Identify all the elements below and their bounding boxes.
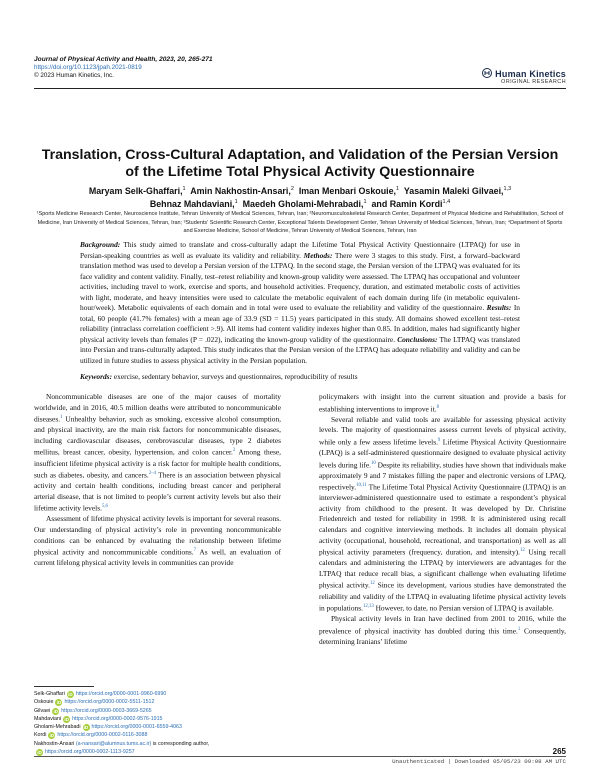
citation-ref[interactable]: 10: [370, 460, 376, 466]
body-paragraph: Noncommunicable diseases are one of the major causes of mortality worldwide, and in 2016, 40.5 million deaths were attributed to noncommunicable diseases.$^1$ Unhealthy behavior, such as smoking, excessive alcohol consumption, and physical inactivity, are the main risk factors for noncommunicable diseases, including cardiovascular diseases, cerebrovascular diseases, type 2 diabetes mellitus, breast cancer, obesity, hypertension, and colon cancer.$^2$ Among these, insufficient lifetime physical activity is a risk factor for multiple health conditions, such as diabetes, obesity, and cancers.$^{2-4}$ There is an association between physical activity and certain health conditions, including breast cancer and peripheral arterial disease, that is not limited to people’s current activity levels but also their lifetime activity levels.$^{5,6}$: [34, 392, 281, 513]
correspondence-entry: Nakhostin-Ansari (a-nansari@alumnus.tums.ac.ir) is corresponding author,: [34, 740, 210, 747]
orcid-entry: Kordi iD https://orcid.org/0000-0002-0116-3088: [34, 732, 148, 739]
citation-ref[interactable]: 7: [193, 548, 197, 554]
orcid-icon: iD: [53, 708, 58, 714]
copyright: © 2023 Human Kinetics, Inc.: [34, 72, 114, 79]
keywords-text: exercise, sedentary behavior, surveys and questionnaires, reproducibility of results: [113, 372, 358, 381]
citation-ref[interactable]: 12: [370, 581, 375, 587]
author-list: Maryam Selk-Ghaffari,$^1$ Amin Nakhostin-Ansari,$^2$ Iman Menbari Oskouie,$^1$ Yasamin Maleki Gilvaei,$^{1,3}$ Behnaz Mahdaviani,$^1$ Maedeh Gholami-Mehrabadi,$^1$ and Ramin Kordi$^{1,4}$: [88, 185, 512, 210]
keywords: [80, 372, 520, 382]
publisher-name: [482, 68, 566, 79]
abstract-methods: There were 3 stages to this study. First, a forward–backward translation method was used to develop a Persian version of the LTPAQ. In the second stage, the Persian version of the LTPAQ was evaluated for its face validity and content validity. Finally, test–retest reliability and known-group validity were assessed. The LTPAQ has occupational and volunteer activities, including travel to work, exercise and sports, and household activities. Frequency, duration, and estimated metabolic costs of activities with light, moderate, and heavy intensities were used to calculate the metabolic equivalent of each domain during life (in metabolic equivalent-hour/week). Metabolic equivalents of each domain and in total were used to evaluate the reliability and validity of the questionnaire.: [80, 250, 521, 312]
page-number: 265: [552, 747, 566, 756]
citation-ref[interactable]: 2: [232, 448, 236, 454]
orcid-link[interactable]: https://orcid.org/0000-0001-6559-4063: [91, 724, 182, 731]
citation-ref[interactable]: 9: [437, 437, 441, 443]
journal-citation: Journal of Physical Activity and Health, 2023, 20, 265-271: [34, 56, 213, 63]
human-kinetics-logo-icon: [482, 68, 492, 78]
orcid-footnotes: [34, 686, 281, 756]
orcid-icon: iD: [64, 716, 69, 722]
citation-ref[interactable]: 12,13: [362, 604, 374, 610]
publisher-label: Human Kinetics: [495, 69, 566, 79]
orcid-link[interactable]: https://orcid.org/0000-0002-5511-1512: [64, 699, 155, 706]
abstract: [80, 240, 520, 366]
author-name: Maryam Selk-Ghaffari,: [88, 185, 183, 196]
citation-ref[interactable]: 8: [436, 404, 440, 410]
orcid-entry: Mahdaviani iD https://orcid.org/0000-0002-9576-1915: [34, 715, 163, 722]
abstract-background: This study aimed to translate and cross-culturally adapt the Lifetime Total Physical Activity Questionnaire (LTPAQ) for use in Persian-speaking countries as well as evaluate its validity and reliability.: [80, 240, 520, 260]
author-name: Maedeh Gholami-Mehrabadi,: [242, 199, 364, 210]
orcid-entry: Gholami-Mehrabadi iD https://orcid.org/0000-0001-6559-4063: [34, 724, 182, 731]
body-paragraph: Assessment of lifetime physical activity levels is important for several reasons. Our understanding of physical activity’s role in preventing noncommunicable conditions can be enhanced by evaluating the relationship between lifetime physical activity and noncommunicable conditions.$^7$ As well, an evaluation of current lifelong physical activity levels in communities can provide: [34, 514, 282, 568]
author-name: and Ramin Kordi: [371, 199, 443, 210]
orcid-icon: iD: [68, 692, 73, 697]
footnote-rule: [34, 686, 94, 687]
orcid-link[interactable]: https://orcid.org/0000-0003-3669-5265: [61, 707, 152, 714]
abstract-background-label: Background:: [80, 240, 121, 249]
author-name: Iman Menbari Oskouie,: [298, 185, 396, 196]
author-name: Behnaz Mahdaviani,: [149, 199, 235, 210]
author-name: Amin Nakhostin-Ansari,: [190, 185, 291, 196]
orcid-entry: Selk-Ghaffari iD https://orcid.org/0000-0001-9960-6990: [34, 691, 167, 697]
citation-ref[interactable]: 1: [517, 626, 521, 632]
abstract-methods-label: Methods:: [303, 250, 333, 260]
orcid-entry: Oskouie iD https://orcid.org/0000-0002-5511-1512: [34, 699, 155, 706]
body-paragraph: policymakers with insight into the current situation and provide a basis for establishing interventions to improve it.$^8$: [319, 392, 566, 414]
orcid-icon: iD: [56, 700, 62, 706]
abstract-results-label: Results:: [486, 303, 512, 312]
correspondence-email[interactable]: (a-nansari@alumnus.tums.ac.ir): [75, 740, 152, 747]
citation-ref[interactable]: 5,6: [101, 504, 108, 510]
citation-ref[interactable]: 2–4: [148, 471, 156, 477]
citation-ref[interactable]: 12: [519, 548, 525, 554]
orcid-link[interactable]: https://orcid.org/0000-0002-9576-1915: [72, 715, 163, 722]
abstract-conclusions-label: Conclusions:: [397, 334, 438, 344]
author-name: Yasamin Maleki Gilvaei,: [403, 185, 504, 196]
keywords-label: Keywords:: [80, 372, 113, 381]
affiliations: ¹Sports Medicine Research Center, Neuroscience Institute, Tehran University of Medical Sciences, Tehran, Iran; ²Neuromusculoskeletal Research Center, Department of Physical Medicine and Rehabilitation, School of Medicine, Iran University of Medical Sciences, Tehran, Iran; ³Students’ Scientific Research Center, Exceptional Talents Development Center, Tehran University of Medical Sciences, Tehran, Iran; ⁴Department of Sports and Exercise Medicine, School of Medicine, Tehran University of Medical Sciences, Tehran, Iran: [36, 211, 564, 235]
abstract-conclusions: The LTPAQ was translated into Persian and trans-culturally adapted. This study indicates that the Persian version of the LTPAQ has adequate reliability and validity and can be utilized in future studies to assess physical activity in the Persian population.: [80, 334, 520, 365]
orcid-link[interactable]: https://orcid.org/0000-0002-0116-3088: [57, 732, 148, 739]
citation-ref[interactable]: 1: [60, 415, 63, 421]
citation-ref[interactable]: 10,11: [356, 483, 367, 489]
orcid-link[interactable]: https://orcid.org/0000-0002-1113-9257: [45, 749, 135, 756]
orcid-icon: iD: [49, 733, 55, 739]
body-left-column: [34, 392, 281, 569]
abstract-results: In total, 60 people (41.7% females) with a mean age of 33.9 (SD = 11.5) years participated in this study. All domains showed excellent test–retest reliability (intraclass correlation coefficient >.9). All items had content validity indexes higher than 0.85. In addition, males had significantly higher physical activity levels than females (P = .022), indicating the known-group validity of the questionnaire.: [80, 303, 520, 344]
orcid-entry: Gilvaei iD https://orcid.org/0000-0003-3669-5265: [34, 707, 152, 714]
body-right-column: [319, 392, 566, 647]
orcid-icon: iD: [37, 750, 42, 756]
orcid-icon: iD: [83, 725, 89, 731]
download-footer: Unauthenticated | Downloaded 05/05/23 09:08 AM UTC: [392, 758, 566, 765]
footer-rule: [34, 756, 566, 757]
publisher-block: [482, 68, 566, 85]
body-paragraph: Physical activity levels in Iran have declined from 2001 to 2016, while the prevalence of physical inactivity has doubled during this time.$^1$ Consequently, determining Iranians’ lifetime: [319, 614, 566, 646]
orcid-link[interactable]: https://orcid.org/0000-0001-9960-6990: [75, 691, 167, 697]
body-paragraph: Several reliable and valid tools are available for assessing physical activity levels. The majority of questionnaires assess current levels of physical activity, while only a few assess lifetime levels.$^9$ Lifetime Physical Activity Questionnaire (LPAQ) is a self-administered questionnaire designed to evaluate physical activity levels during life.$^{10}$ Despite its reliability, studies have shown that individuals make approximately 9 and 7 mistakes filling the paper and electronic versions of LPAQ, respectively.$^{10,11}$ The Lifetime Total Physical Activity Questionnaire (LTPAQ) is an interviewer-administered questionnaire used to estimate a respondent’s physical activity from childhood to the present. It was developed by Dr. Christine Friedenreich and tested for reliability in 1998. It is administered using recall calendars and cognitive interviewing methods. It includes all domain physical activity (occupational, household, recreational, and transportation) as well as all physical activity parameters (frequency, duration, and intensity).$^{12}$ Using recall calendars and administering the LTPAQ by interviewers are advantages for the LTPAQ that reduce recall bias, a significant challenge when evaluating lifetime physical activity.$^{12}$ Since its development, various studies have demonstrated the reliability and validity of the LTPAQ in evaluating lifetime physical activity levels in populations.$^{12,13}$ However, to date, no Persian version of LTPAQ is available.: [319, 414, 566, 613]
journal-header: [34, 56, 566, 85]
article-title: Translation, Cross-Cultural Adaptation, and Validation of the Persian Version of the Lifetime Total Physical Activity Questionnaire: [41, 147, 559, 180]
article-type: ORIGINAL RESEARCH: [501, 79, 566, 85]
doi-link[interactable]: https://doi.org/10.1123/jpah.2021-0819: [34, 64, 142, 71]
header-rule: [34, 88, 566, 89]
